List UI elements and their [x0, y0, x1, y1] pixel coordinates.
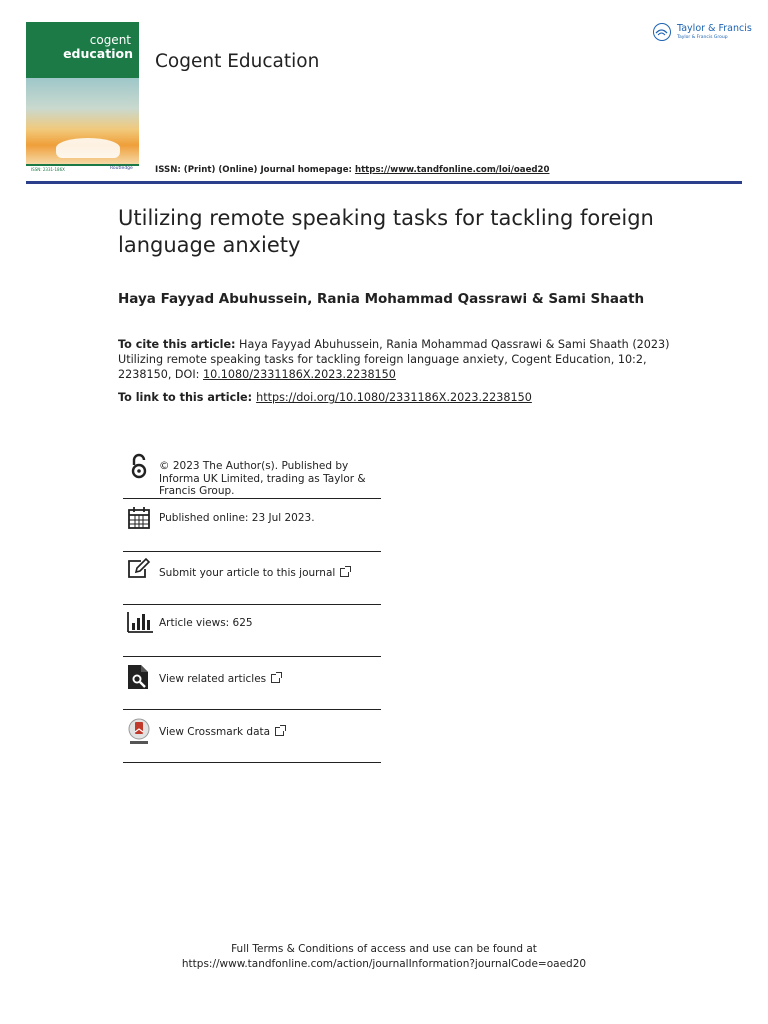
- calendar-icon: [127, 506, 151, 530]
- crossmark-row[interactable]: [123, 710, 381, 763]
- article-doi-link[interactable]: https://doi.org/10.1080/2331186X.2023.2238150: [256, 391, 532, 404]
- journal-homepage-link[interactable]: https://www.tandfonline.com/loi/oaed20: [354, 165, 550, 175]
- published-info: [123, 499, 381, 552]
- related-articles-link[interactable]: [159, 673, 280, 686]
- article-views-text: Article views: 625: [159, 617, 253, 629]
- published-text: Published online: 23 Jul 2023.: [159, 512, 315, 524]
- cover-book-shape: [56, 138, 120, 158]
- search-document-icon: [127, 664, 151, 688]
- license-text: © 2023 The Author(s). Published by Informa UK Limited, trading as Taylor & Francis Group.: [159, 460, 366, 497]
- article-authors: Haya Fayyad Abuhussein, Rania Mohammad Qassrawi & Sami Shaath: [118, 291, 645, 307]
- journal-cover-image: [26, 22, 139, 177]
- related-articles-label: View related articles: [159, 673, 267, 685]
- citation-text: Haya Fayyad Abuhussein, Rania Mohammad Qassrawi & Sami Shaath (2023) Utilizing remote speaking tasks for tackling foreign language anxiety, Cogent Education, 10:2, 2238150, DOI:: [118, 338, 670, 381]
- citation-doi-link[interactable]: 10.1080/2331186X.2023.2238150: [202, 368, 396, 381]
- article-views-row: [123, 605, 381, 657]
- open-access-icon: [127, 453, 151, 477]
- cover-publisher-mark: Routledge: [110, 166, 133, 171]
- issn-line: [155, 165, 550, 175]
- tf-logo-icon: [653, 23, 671, 41]
- header-rule: [26, 181, 742, 184]
- issn-prefix: ISSN: (Print) (Online) Journal homepage:: [155, 165, 355, 175]
- tf-logo-sub: Taylor & Francis Group: [677, 35, 728, 40]
- citation-label: To cite this article:: [118, 338, 236, 351]
- cover-brand-cogent: cogent: [89, 33, 131, 47]
- taylor-francis-logo[interactable]: [653, 21, 752, 47]
- citation-block: [118, 337, 678, 382]
- article-title: Utilizing remote speaking tasks for tackling foreign language anxiety: [118, 206, 654, 257]
- link-label: To link to this article:: [118, 391, 253, 404]
- external-link-icon: [340, 568, 349, 577]
- tf-logo-name: Taylor & Francis: [677, 23, 752, 34]
- submit-article-label: Submit your article to this journal: [159, 567, 336, 579]
- journal-title: Cogent Education: [155, 51, 320, 72]
- external-link-icon: [271, 674, 280, 683]
- link-line: [118, 391, 532, 404]
- cover-issn: ISSN: 2331-186X: [31, 167, 65, 172]
- submit-article-row[interactable]: [123, 552, 381, 605]
- crossmark-link[interactable]: [159, 726, 284, 739]
- footer: [0, 942, 768, 971]
- crossmark-label: View Crossmark data: [159, 726, 271, 738]
- cover-brand-education: education: [63, 46, 133, 61]
- footer-terms-text: Full Terms & Conditions of access and use can be found at: [231, 943, 537, 955]
- submit-article-link[interactable]: [159, 567, 349, 580]
- external-link-icon: [275, 727, 284, 736]
- edit-icon: [127, 558, 151, 582]
- divider: [123, 762, 381, 763]
- crossmark-icon: [127, 718, 151, 742]
- bar-chart-icon: [127, 611, 151, 635]
- footer-terms-link[interactable]: https://www.tandfonline.com/action/journalInformation?journalCode=oaed20: [181, 957, 587, 970]
- license-info: [123, 453, 381, 499]
- related-articles-row[interactable]: [123, 657, 381, 710]
